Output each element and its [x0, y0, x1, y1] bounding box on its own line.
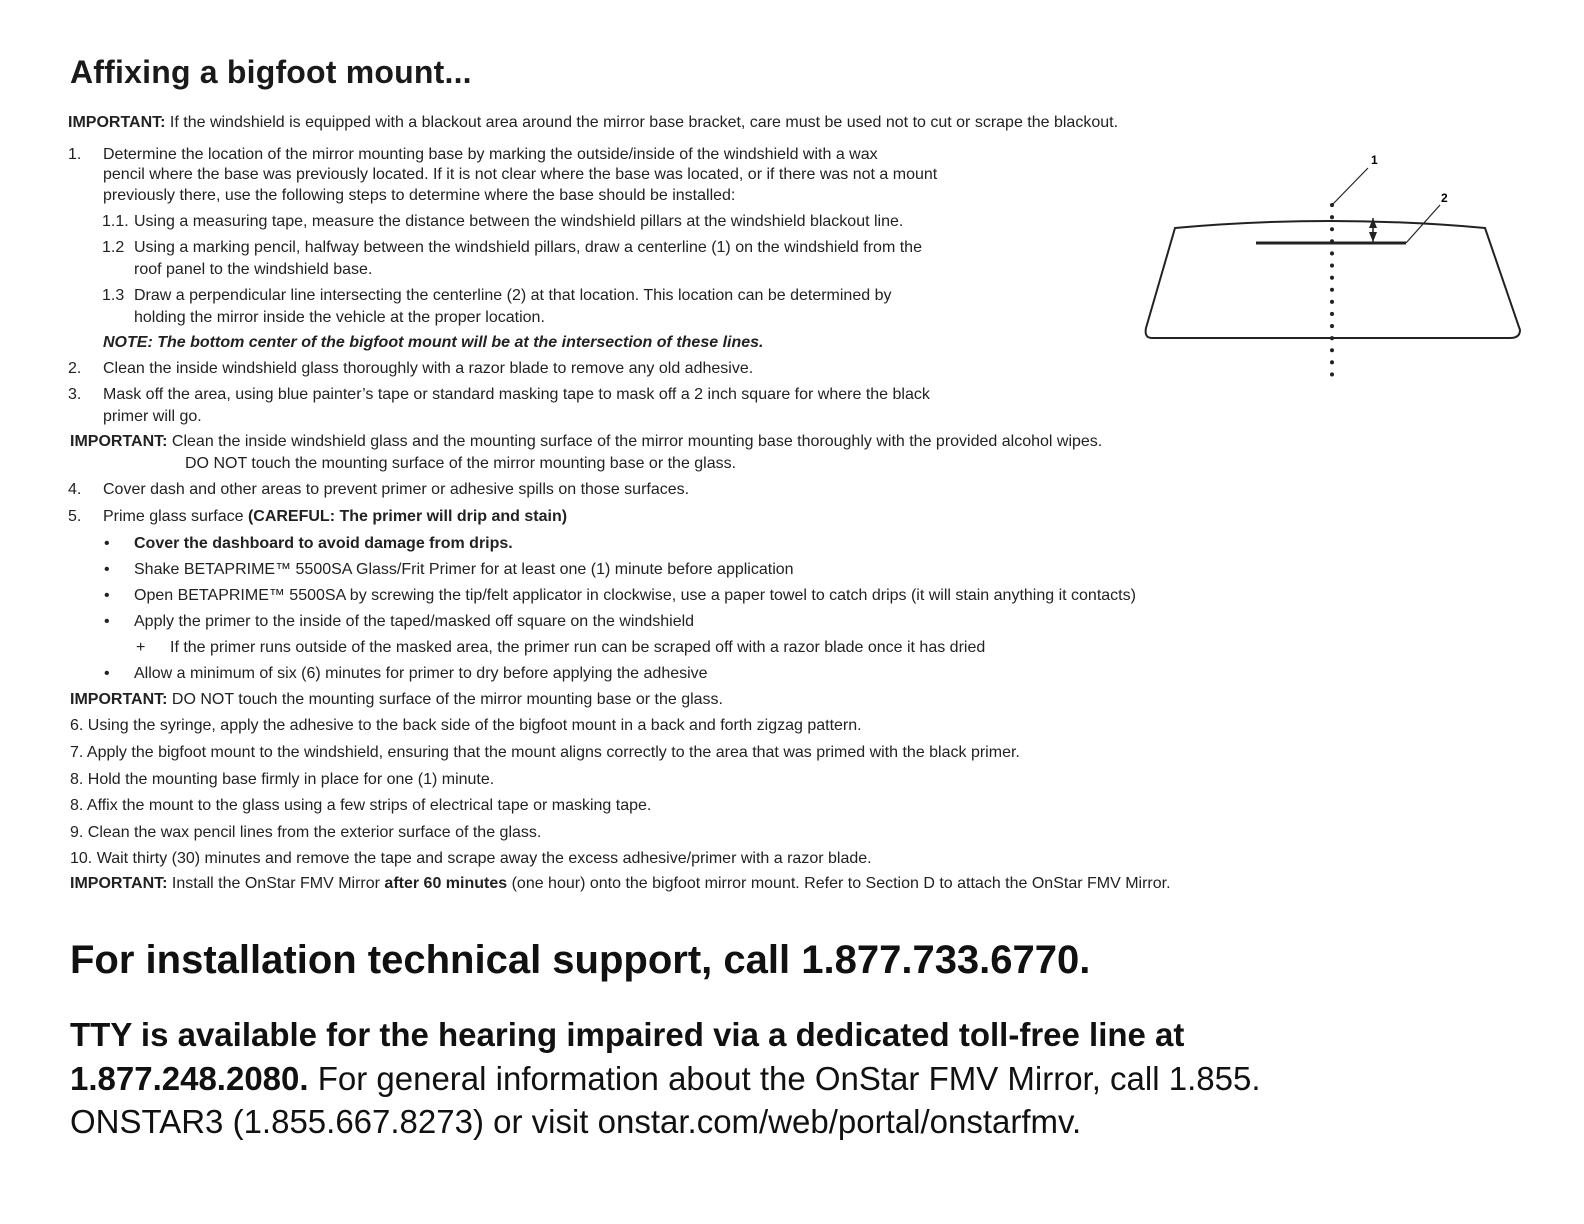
- step-1-2-text: Using a marking pencil, halfway between the windshield pillars, draw a centerline (1) on the windshield from the: [134, 239, 922, 256]
- tty-line-2: [70, 1057, 1261, 1101]
- step-5-caution: (CAREFUL: The primer will drip and stain): [247, 508, 568, 525]
- bullet-item: Shake BETAPRIME™ 5500SA Glass/Frit Primer for at least one (1) minute before application: [134, 561, 794, 578]
- callout-1-label: 1: [1371, 153, 1378, 167]
- step-1-2-number: 1.2: [102, 239, 125, 256]
- step-5-number: 5.: [68, 508, 82, 525]
- bullet-item: Allow a minimum of six (6) minutes for primer to dry before applying the adhesive: [134, 665, 708, 682]
- callout-1-leader: [1332, 168, 1368, 205]
- step-1-3-text: Draw a perpendicular line intersecting the centerline (2) at that location. This location can be determined by: [134, 287, 892, 304]
- important-text: Clean the inside windshield glass and the mounting surface of the mirror mounting base thoroughly with the provided alcohol wipes.: [171, 433, 1103, 450]
- tty-bold-text: TTY is available for the hearing impaired via a dedicated toll-free line at: [70, 1016, 1185, 1053]
- windshield-diagram: [1140, 150, 1530, 400]
- important-text: (one hour) onto the bigfoot mirror mount. Refer to Section D to attach the OnStar FMV Mirror.: [507, 875, 1171, 892]
- bullet-item: Cover the dashboard to avoid damage from drips.: [134, 535, 513, 552]
- step-1-1-text: Using a measuring tape, measure the distance between the windshield pillars at the windshield blackout line.: [134, 213, 904, 230]
- step-item: 9. Clean the wax pencil lines from the exterior surface of the glass.: [70, 824, 542, 841]
- bullet-dot: •: [104, 587, 110, 604]
- important-note-2: [70, 431, 1102, 453]
- tty-line-3: ONSTAR3 (1.855.667.8273) or visit onstar.com/web/portal/onstarfmv.: [70, 1103, 1082, 1140]
- step-item: 7. Apply the bigfoot mount to the windshield, ensuring that the mount aligns correctly to the area that was primed with the black primer.: [70, 744, 1020, 761]
- important-text-cont: DO NOT touch the mounting surface of the mirror mounting base or the glass.: [185, 455, 737, 472]
- bullet-dot: •: [104, 535, 110, 552]
- important-text: Install the OnStar FMV Mirror: [171, 875, 385, 892]
- plus-item: If the primer runs outside of the masked area, the primer run can be scraped off with a razor blade once it has dried: [170, 639, 986, 656]
- important-emphasis: after 60 minutes: [384, 875, 508, 892]
- step-1-line: Determine the location of the mirror mounting base by marking the outside/inside of the windshield with a wax: [103, 146, 878, 163]
- step-3-text: Mask off the area, using blue painter’s tape or standard masking tape to mask off a 2 inch square for where the black: [103, 386, 930, 403]
- tty-phone: 1.877.248.2080.: [70, 1060, 309, 1097]
- step-1-3-text: holding the mirror inside the vehicle at the proper location.: [134, 309, 545, 326]
- bullet-dot: •: [104, 561, 110, 578]
- support-phone-heading: For installation technical support, call 1.877.733.6770.: [70, 938, 1091, 982]
- important-label: IMPORTANT:: [70, 433, 168, 450]
- step-4-number: 4.: [68, 481, 82, 498]
- step-5-lead: Prime glass surface: [103, 508, 248, 525]
- important-note-3: [70, 689, 723, 711]
- step-2-number: 2.: [68, 360, 82, 377]
- step-item: 10. Wait thirty (30) minutes and remove the tape and scrape away the excess adhesive/primer with a razor blade.: [70, 850, 872, 867]
- step-4-text: Cover dash and other areas to prevent primer or adhesive spills on those surfaces.: [103, 481, 690, 498]
- bullet-dot: •: [104, 613, 110, 630]
- important-label: IMPORTANT:: [70, 875, 168, 892]
- tty-line-1: [70, 1013, 1184, 1057]
- bullet-dot: •: [104, 665, 110, 682]
- tty-general-info: For general information about the OnStar FMV Mirror, call 1.855.: [308, 1060, 1261, 1097]
- bullet-item: Open BETAPRIME™ 5500SA by screwing the tip/felt applicator in clockwise, use a paper towel to catch drips (it will stain anything it contacts): [134, 587, 1136, 604]
- step-3-number: 3.: [68, 386, 82, 403]
- step-1-1-number: 1.1.: [102, 213, 129, 230]
- bullet-item: Apply the primer to the inside of the taped/masked off square on the windshield: [134, 613, 695, 630]
- important-note-1: [68, 112, 1118, 134]
- step-5-text: [103, 506, 567, 528]
- step-1-number: 1.: [68, 146, 82, 163]
- step-item: 8. Hold the mounting base firmly in place for one (1) minute.: [70, 771, 495, 788]
- step-2-text: Clean the inside windshield glass thoroughly with a razor blade to remove any old adhesive.: [103, 360, 754, 377]
- step-1-line: previously there, use the following steps to determine where the base should be installed:: [103, 187, 736, 204]
- important-text: If the windshield is equipped with a blackout area around the mirror base bracket, care must be used not to cut or scrape the blackout.: [169, 114, 1119, 131]
- step-1-3-number: 1.3: [102, 287, 125, 304]
- step-3-text: primer will go.: [103, 408, 202, 425]
- callout-2-label: 2: [1441, 191, 1448, 205]
- important-label: IMPORTANT:: [68, 114, 166, 131]
- step-1-line: pencil where the base was previously located. If it is not clear where the base was located, or if there was not a mount: [103, 166, 938, 183]
- important-note-4: [70, 873, 1171, 895]
- important-text: DO NOT touch the mounting surface of the mirror mounting base or the glass.: [171, 691, 723, 708]
- important-label: IMPORTANT:: [70, 691, 168, 708]
- step-1-2-text: roof panel to the windshield base.: [134, 261, 373, 278]
- note-intersection: NOTE: The bottom center of the bigfoot mount will be at the intersection of these lines.: [103, 334, 764, 351]
- step-item: 6. Using the syringe, apply the adhesive to the back side of the bigfoot mount in a back and forth zigzag pattern.: [70, 717, 862, 734]
- page-title: Affixing a bigfoot mount...: [70, 54, 472, 90]
- plus-marker: +: [136, 639, 146, 656]
- step-item: 8. Affix the mount to the glass using a few strips of electrical tape or masking tape.: [70, 797, 652, 814]
